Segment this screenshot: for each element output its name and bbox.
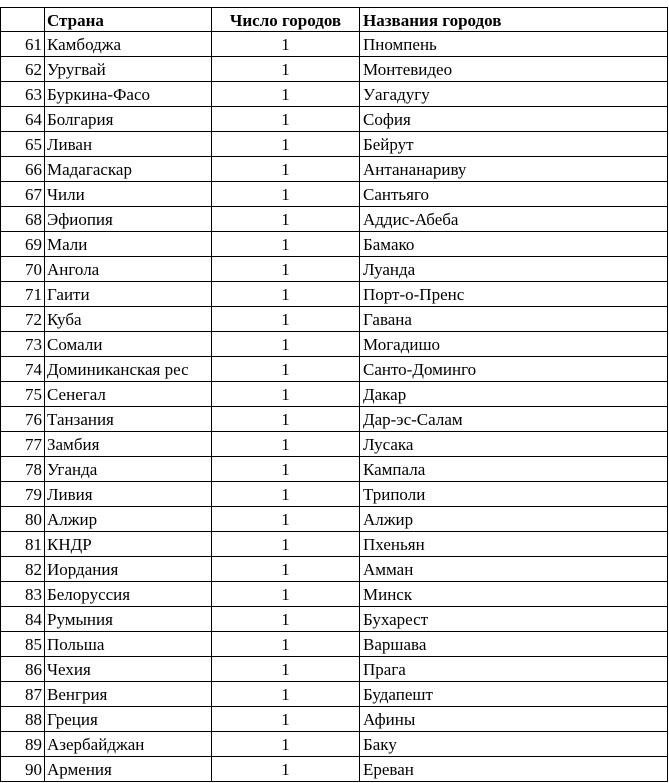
row-number-cell[interactable]: 62 [0, 57, 45, 82]
table-row [0, 307, 669, 332]
row-number-cell[interactable]: 88 [0, 707, 45, 732]
table-row [0, 332, 669, 357]
row-number-cell[interactable]: 86 [0, 657, 45, 682]
country-cell[interactable]: Венгрия [45, 682, 212, 707]
city-name-cell[interactable]: Порт-о-Пренс [360, 282, 668, 307]
table-row [0, 732, 669, 757]
city-name-cell[interactable]: Сантьяго [360, 182, 668, 207]
row-number-cell[interactable]: 75 [0, 382, 45, 407]
country-cell[interactable]: Куба [45, 307, 212, 332]
city-name-cell[interactable]: Бухарест [360, 607, 668, 632]
city-count-cell[interactable]: 1 [212, 582, 360, 607]
city-count-cell[interactable]: 1 [212, 557, 360, 582]
city-name-cell[interactable]: София [360, 107, 668, 132]
row-number-cell[interactable]: 67 [0, 182, 45, 207]
row-number-cell[interactable]: 85 [0, 632, 45, 657]
city-count-cell[interactable]: 1 [212, 757, 360, 782]
city-count-cell[interactable]: 1 [212, 507, 360, 532]
table-row [0, 707, 669, 732]
city-count-cell[interactable]: 1 [212, 257, 360, 282]
table-row [0, 107, 669, 132]
table-row [0, 657, 669, 682]
city-count-cell[interactable]: 1 [212, 332, 360, 357]
table-row [0, 82, 669, 107]
country-cell[interactable]: Сомали [45, 332, 212, 357]
country-cell[interactable]: Чили [45, 182, 212, 207]
table-row [0, 357, 669, 382]
city-name-cell[interactable]: Ереван [360, 757, 668, 782]
city-count-cell[interactable]: 1 [212, 82, 360, 107]
city-name-cell[interactable]: Бейрут [360, 132, 668, 157]
city-count-cell[interactable]: 1 [212, 132, 360, 157]
country-cell[interactable]: Алжир [45, 507, 212, 532]
city-count-cell[interactable]: 1 [212, 532, 360, 557]
city-name-cell[interactable]: Лусака [360, 432, 668, 457]
country-cell[interactable]: Уругвай [45, 57, 212, 82]
row-number-cell[interactable]: 90 [0, 757, 45, 782]
header-country-cell[interactable]: Страна [45, 7, 212, 32]
country-cell[interactable]: Польша [45, 632, 212, 657]
city-count-cell[interactable]: 1 [212, 57, 360, 82]
row-number-cell[interactable]: 64 [0, 107, 45, 132]
city-count-cell[interactable]: 1 [212, 632, 360, 657]
table-row [0, 457, 669, 482]
table-row [0, 757, 669, 782]
city-count-cell[interactable]: 1 [212, 157, 360, 182]
country-cell[interactable]: Ливия [45, 482, 212, 507]
city-name-cell[interactable]: Афины [360, 707, 668, 732]
city-count-cell[interactable]: 1 [212, 382, 360, 407]
country-cell[interactable]: Гаити [45, 282, 212, 307]
city-name-cell[interactable]: Санто-Доминго [360, 357, 668, 382]
table-row [0, 57, 669, 82]
city-name-cell[interactable]: Пхеньян [360, 532, 668, 557]
row-number-cell[interactable]: 87 [0, 682, 45, 707]
row-number-cell[interactable]: 69 [0, 232, 45, 257]
row-number-cell[interactable]: 72 [0, 307, 45, 332]
table-row [0, 182, 669, 207]
row-number-cell[interactable]: 83 [0, 582, 45, 607]
country-cell[interactable]: Ливан [45, 132, 212, 157]
table-row [0, 382, 669, 407]
city-name-cell[interactable]: Амман [360, 557, 668, 582]
city-name-cell[interactable]: Антананариву [360, 157, 668, 182]
header-cities-cell[interactable]: Названия городов [360, 7, 668, 32]
country-cell[interactable]: Иордания [45, 557, 212, 582]
table-row [0, 257, 669, 282]
row-number-cell[interactable]: 80 [0, 507, 45, 532]
city-count-cell[interactable]: 1 [212, 357, 360, 382]
city-name-cell[interactable]: Монтевидео [360, 57, 668, 82]
city-name-cell[interactable]: Баку [360, 732, 668, 757]
table-row [0, 482, 669, 507]
row-number-cell[interactable]: 76 [0, 407, 45, 432]
row-number-cell[interactable]: 74 [0, 357, 45, 382]
row-number-cell[interactable]: 82 [0, 557, 45, 582]
country-cell[interactable]: Мадагаскар [45, 157, 212, 182]
country-cell[interactable]: Ангола [45, 257, 212, 282]
city-name-cell[interactable]: Прага [360, 657, 668, 682]
header-count-cell[interactable]: Число городов [212, 7, 360, 32]
city-name-cell[interactable]: Пномпень [360, 32, 668, 57]
country-cell[interactable]: Сенегал [45, 382, 212, 407]
city-count-cell[interactable]: 1 [212, 32, 360, 57]
city-name-cell[interactable]: Дакар [360, 382, 668, 407]
row-number-cell[interactable]: 77 [0, 432, 45, 457]
city-name-cell[interactable]: Уагадугу [360, 82, 668, 107]
city-name-cell[interactable]: Кампала [360, 457, 668, 482]
row-number-cell[interactable]: 81 [0, 532, 45, 557]
country-cell[interactable]: Чехия [45, 657, 212, 682]
city-count-cell[interactable]: 1 [212, 407, 360, 432]
table-row [0, 632, 669, 657]
table-row [0, 682, 669, 707]
country-cell[interactable]: Камбоджа [45, 32, 212, 57]
city-count-cell[interactable]: 1 [212, 707, 360, 732]
row-number-cell[interactable]: 78 [0, 457, 45, 482]
row-number-cell[interactable]: 65 [0, 132, 45, 157]
country-cell[interactable]: Эфиопия [45, 207, 212, 232]
table-row [0, 32, 669, 57]
country-cell[interactable]: КНДР [45, 532, 212, 557]
country-cell[interactable]: Доминиканская рес [45, 357, 212, 382]
row-number-cell[interactable]: 73 [0, 332, 45, 357]
city-count-cell[interactable]: 1 [212, 232, 360, 257]
city-name-cell[interactable]: Алжир [360, 507, 668, 532]
city-count-cell[interactable]: 1 [212, 457, 360, 482]
row-number-cell[interactable]: 70 [0, 257, 45, 282]
table-row [0, 432, 669, 457]
city-count-cell[interactable]: 1 [212, 682, 360, 707]
table-row [0, 207, 669, 232]
city-count-cell[interactable]: 1 [212, 182, 360, 207]
city-name-cell[interactable]: Луанда [360, 257, 668, 282]
country-cell[interactable]: Белоруссия [45, 582, 212, 607]
country-cell[interactable]: Армения [45, 757, 212, 782]
city-count-cell[interactable]: 1 [212, 732, 360, 757]
country-cell[interactable]: Танзания [45, 407, 212, 432]
country-cell[interactable]: Греция [45, 707, 212, 732]
row-number-cell[interactable]: 71 [0, 282, 45, 307]
country-cell[interactable]: Болгария [45, 107, 212, 132]
header-row [0, 7, 669, 32]
city-name-cell[interactable]: Могадишо [360, 332, 668, 357]
table-row [0, 532, 669, 557]
city-name-cell[interactable]: Аддис-Абеба [360, 207, 668, 232]
city-name-cell[interactable]: Бамако [360, 232, 668, 257]
city-count-cell[interactable]: 1 [212, 307, 360, 332]
city-name-cell[interactable]: Варшава [360, 632, 668, 657]
city-count-cell[interactable]: 1 [212, 432, 360, 457]
city-count-cell[interactable]: 1 [212, 107, 360, 132]
row-number-cell[interactable]: 63 [0, 82, 45, 107]
row-number-cell[interactable]: 84 [0, 607, 45, 632]
table-row [0, 607, 669, 632]
city-count-cell[interactable]: 1 [212, 607, 360, 632]
header-num-cell[interactable] [0, 7, 45, 32]
row-number-cell[interactable]: 68 [0, 207, 45, 232]
city-name-cell[interactable]: Дар-эс-Салам [360, 407, 668, 432]
country-cell[interactable]: Буркина-Фасо [45, 82, 212, 107]
city-name-cell[interactable]: Минск [360, 582, 668, 607]
table-row [0, 157, 669, 182]
city-count-cell[interactable]: 1 [212, 282, 360, 307]
table-row [0, 557, 669, 582]
row-number-cell[interactable]: 79 [0, 482, 45, 507]
row-number-cell[interactable]: 66 [0, 157, 45, 182]
country-cell[interactable]: Азербайджан [45, 732, 212, 757]
country-cell[interactable]: Мали [45, 232, 212, 257]
row-number-cell[interactable]: 89 [0, 732, 45, 757]
table-row [0, 582, 669, 607]
table-row [0, 232, 669, 257]
city-name-cell[interactable]: Будапешт [360, 682, 668, 707]
table-row [0, 507, 669, 532]
country-cell[interactable]: Замбия [45, 432, 212, 457]
row-number-cell[interactable]: 61 [0, 32, 45, 57]
table-row [0, 132, 669, 157]
table-row [0, 407, 669, 432]
city-name-cell[interactable]: Гавана [360, 307, 668, 332]
country-cell[interactable]: Уганда [45, 457, 212, 482]
country-cell[interactable]: Румыния [45, 607, 212, 632]
city-count-cell[interactable]: 1 [212, 482, 360, 507]
city-name-cell[interactable]: Триполи [360, 482, 668, 507]
city-count-cell[interactable]: 1 [212, 207, 360, 232]
table-row [0, 282, 669, 307]
city-count-cell[interactable]: 1 [212, 657, 360, 682]
